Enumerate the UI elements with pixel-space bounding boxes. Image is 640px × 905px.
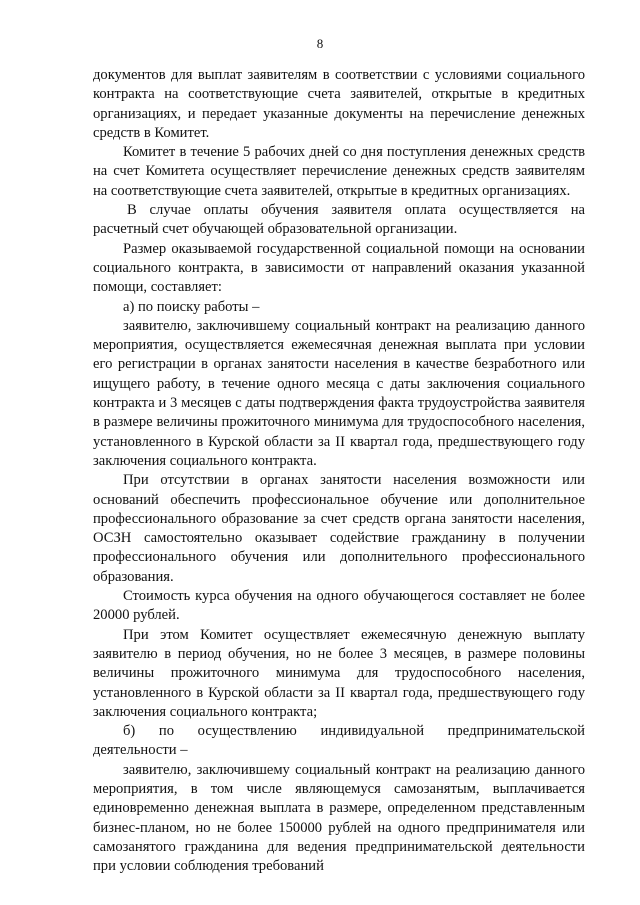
paragraph: Стоимость курса обучения на одного обучающегося составляет не более 20000 рублей.	[93, 588, 585, 624]
list-item-heading: а) по поиску работы –	[123, 298, 260, 315]
paragraph: При отсутствии в органах занятости населения возможности или оснований обеспечить профессиональное обучение или дополнительное профессионального образование за счет средств органа занятости населения, ОСЗН самостоятельно оказывает содействие гражданину в получении профессионального обучения или дополнительного профессионального образования.	[93, 472, 585, 585]
paragraph: Размер оказываемой государственной социальной помощи на основании социального контракта, в зависимости от направлений оказания указанной помощи, составляет:	[93, 240, 585, 296]
paragraph: документов для выплат заявителям в соответствии с условиями социального контракта на соответствующие счета заявителей, открытые в кредитных организациях, и передает указанные документы на перечисление денежных средств в Комитет.	[93, 67, 585, 141]
paragraph: В случае оплаты обучения заявителя оплата осуществляется на расчетный счет обучающей образовательной организации.	[93, 202, 585, 238]
list-item-heading: б) по осуществлению индивидуальной предпринимательской деятельности –	[93, 723, 585, 759]
paragraph: При этом Комитет осуществляет ежемесячную денежную выплату заявителю в период обучения, но не более 3 месяцев, в размере половины величины прожиточного минимума для трудоспособного населения, установленного в Курской области за II квартал года, предшествующего году заключения социального контракта;	[93, 626, 585, 720]
document-body	[93, 66, 585, 876]
page-number: 8	[316, 36, 324, 51]
paragraph: заявителю, заключившему социальный контракт на реализацию данного мероприятия, осуществляется ежемесячная денежная выплата при условии его регистрации в органах занятости населения в качестве безработного или ищущего работу, в течение одного месяца с даты заключения социального контракта и 3 месяцев с даты подтверждения факта трудоустройства заявителя в размере величины прожиточного минимума для трудоспособного населения, установленного в Курской области за II квартал года, предшествующего году заключения социального контракта.	[93, 317, 585, 469]
paragraph: заявителю, заключившему социальный контракт на реализацию данного мероприятия, в том числе являющемуся самозанятым, выплачивается единовременно денежная выплата в размере, определенном представленным бизнес-планом, но не более 150000 рублей на одного предпринимателя или самозанятого гражданина для ведения предпринимательской деятельности при условии соблюдения требований	[93, 761, 585, 875]
paragraph: Комитет в течение 5 рабочих дней со дня поступления денежных средств на счет Комитета осуществляет перечисление денежных средств заявителям на соответствующие счета заявителей, открытые в кредитных организациях.	[93, 144, 585, 199]
